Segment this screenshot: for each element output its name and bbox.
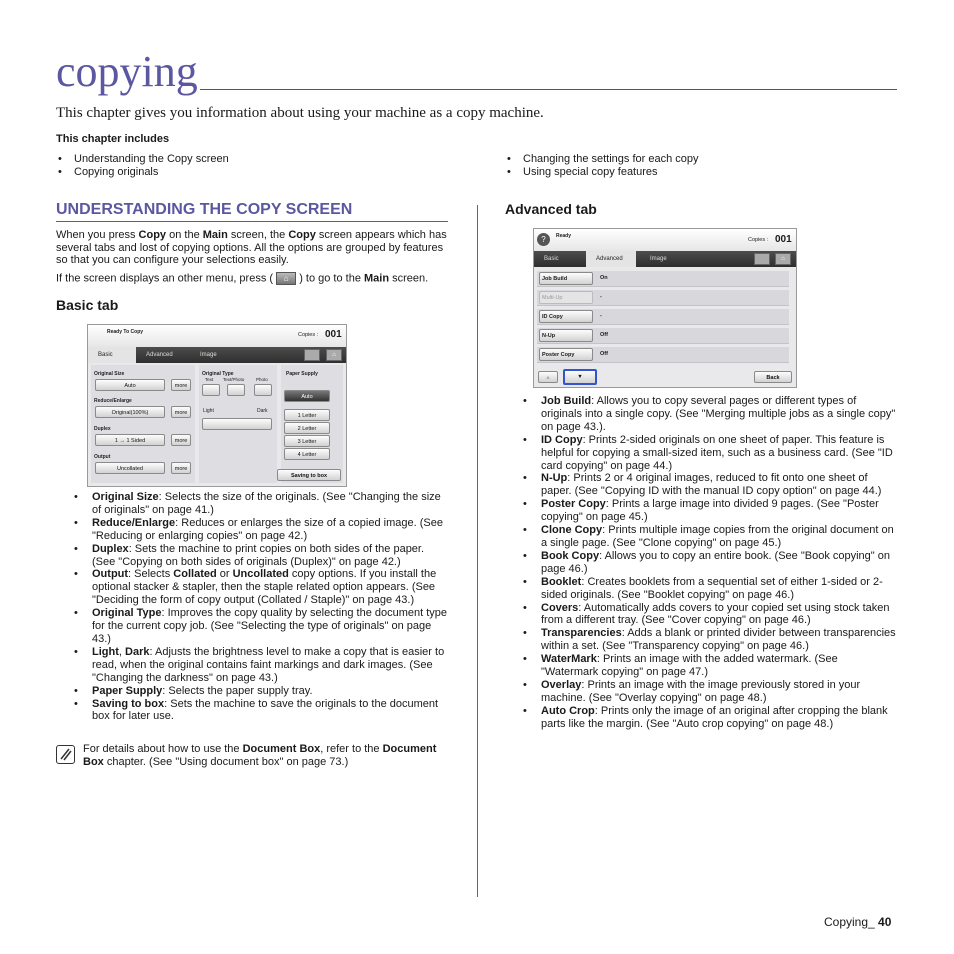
- title-rule: [200, 89, 897, 90]
- list-item: • Light, Dark: Adjusts the brightness level to make a copy that is easier to read, when the original contains faint markings and dark images. (See "Changing the darkness" on page 43.): [74, 646, 450, 685]
- list-item: • Original Type: Improves the copy quality by selecting the document type for the current copy job. (See "Selecting the type of originals" on page 43.): [74, 607, 450, 646]
- scan-icon[interactable]: [304, 349, 320, 361]
- screen-status-bar: [534, 229, 796, 251]
- textphoto-type-button[interactable]: [227, 384, 245, 396]
- original-size-selector[interactable]: Auto: [95, 379, 165, 391]
- chapter-includes-right: [505, 153, 699, 180]
- tab-image[interactable]: Image: [200, 352, 217, 358]
- original-type-text-option: Text: [205, 377, 214, 382]
- home-icon[interactable]: ⌂: [775, 253, 791, 265]
- list-item: • Copying originals: [56, 166, 229, 179]
- scan-icon[interactable]: [754, 253, 770, 265]
- duplex-selector[interactable]: 1 → 1 Sided: [95, 434, 165, 446]
- reduce-enlarge-more-button[interactable]: more: [171, 406, 191, 418]
- scroll-down-button[interactable]: ▼: [563, 369, 597, 385]
- tray-1-button[interactable]: 1 Letter: [284, 409, 330, 421]
- section-rule: [56, 221, 448, 222]
- advanced-tab-heading: Advanced tab: [505, 201, 597, 217]
- duplex-more-button[interactable]: more: [171, 434, 191, 446]
- original-size-more-button[interactable]: more: [171, 379, 191, 391]
- list-item: • Clone Copy: Prints multiple image copies from the original document on a single page. (See "Clone copying" on page 45.): [523, 524, 897, 550]
- reduce-enlarge-selector[interactable]: Original(100%): [95, 406, 165, 418]
- job-build-row[interactable]: Job Build On: [537, 271, 789, 287]
- note-text: For details about how to use the Document Box, refer to the Document Box chapter. (See "Using document box" on page 73.): [83, 743, 437, 768]
- tab-advanced[interactable]: Advanced: [146, 352, 173, 358]
- basic-middle-panel: [199, 365, 277, 483]
- list-item: • ID Copy: Prints 2-sided originals on one sheet of paper. This feature is helpful for copying a small-sized item, such as a business card. (See "ID card copying" on page 44.): [523, 434, 897, 473]
- note-icon: [56, 745, 75, 764]
- list-item: • Auto Crop: Prints only the image of an original after cropping the blank parts like the margin. (See "Auto crop copying" on page 48.): [523, 705, 897, 731]
- section-heading: UNDERSTANDING THE COPY SCREEN: [56, 201, 353, 218]
- list-item: • Overlay: Prints an image with the image previously stored in your machine. (See "Overlay copying" on page 48.): [523, 679, 897, 705]
- original-type-textphoto-option: Text/Photo: [223, 377, 245, 382]
- list-item: • Book Copy: Allows you to copy an entire book. (See "Book copying" on page 46.): [523, 550, 897, 576]
- list-item: • Paper Supply: Selects the paper supply tray.: [74, 685, 450, 698]
- n-up-row[interactable]: N-Up Off: [537, 328, 789, 344]
- paper-supply-panel: [281, 365, 343, 483]
- paper-auto-button[interactable]: Auto: [284, 390, 330, 402]
- status-text: Ready: [556, 233, 572, 239]
- list-item: • Saving to box: Sets the machine to save the originals to the document box for later use.: [74, 698, 450, 724]
- list-item: • Output: Selects Collated or Uncollated copy options. If you install the optional stacker & stapler, then the staple related option appears. (See "Deciding the form of copy output (Collated / Staple)" on page 43.): [74, 568, 450, 607]
- advanced-tab-bullets: [523, 395, 897, 731]
- original-type-label: Original Type: [202, 371, 234, 377]
- text-type-button[interactable]: [202, 384, 220, 396]
- photo-type-button[interactable]: [254, 384, 272, 396]
- output-label: Output: [94, 454, 111, 460]
- basic-tab-bullets: [74, 491, 450, 723]
- id-copy-row[interactable]: ID Copy -: [537, 309, 789, 325]
- basic-tab-heading: Basic tab: [56, 297, 119, 313]
- output-selector[interactable]: Uncollated: [95, 462, 165, 474]
- saving-to-box-button[interactable]: Saving to box: [277, 469, 341, 481]
- original-size-label: Original Size: [94, 371, 125, 377]
- poster-copy-row[interactable]: Poster Copy Off: [537, 347, 789, 363]
- list-item: • Changing the settings for each copy: [505, 153, 699, 166]
- list-item: • Duplex: Sets the machine to print copies on both sides of the paper. (See "Copying on both sides of originals (Duplex)" on page 42.): [74, 543, 450, 569]
- page-footer: Copying_ 40: [824, 915, 892, 929]
- chapter-title: copying: [56, 47, 198, 96]
- help-icon[interactable]: ?: [537, 233, 550, 246]
- screen-tabs: [88, 347, 346, 363]
- list-item: • N-Up: Prints 2 or 4 original images, reduced to fit onto one sheet of paper. (See "Copying ID with the manual ID copy option" on page 44.): [523, 472, 897, 498]
- home-icon[interactable]: ⌂: [326, 349, 342, 361]
- list-item: • Covers: Automatically adds covers to your copied set using stock taken from a different tray. (See "Cover copying" on page 46.): [523, 602, 897, 628]
- list-item: • Poster Copy: Prints a large image into divided 9 pages. (See "Poster copying" on page 45.): [523, 498, 897, 524]
- multi-up-row[interactable]: Multi-Up -: [537, 290, 789, 306]
- darkness-slider[interactable]: [202, 418, 272, 430]
- tray-2-button[interactable]: 2 Letter: [284, 422, 330, 434]
- tray-3-button[interactable]: 3 Letter: [284, 435, 330, 447]
- output-more-button[interactable]: more: [171, 462, 191, 474]
- list-item: • WaterMark: Prints an image with the added watermark. (See "Watermark copying" on page 47.): [523, 653, 897, 679]
- light-label: Light: [203, 408, 214, 414]
- column-divider: [477, 205, 478, 897]
- chapter-includes-heading: This chapter includes: [56, 133, 170, 145]
- basic-left-panel: [91, 365, 195, 483]
- screen-status-bar: [88, 325, 346, 347]
- list-item: • Using special copy features: [505, 166, 699, 179]
- home-icon: ⌂: [276, 272, 296, 285]
- list-item: • Reduce/Enlarge: Reduces or enlarges the size of a copied image. (See "Reducing or enlarging copies" on page 42.): [74, 517, 450, 543]
- copies-value: 001: [775, 234, 792, 245]
- tab-advanced[interactable]: Advanced: [586, 251, 636, 267]
- chapter-includes-left: [56, 153, 229, 180]
- paper-supply-label: Paper Supply: [286, 371, 318, 377]
- original-type-photo-option: Photo: [256, 377, 268, 382]
- tab-basic[interactable]: Basic: [544, 256, 559, 262]
- list-item: • Original Size: Selects the size of the originals. (See "Changing the size of originals" on page 41.): [74, 491, 450, 517]
- duplex-label: Duplex: [94, 426, 111, 432]
- tab-basic[interactable]: Basic: [88, 347, 136, 363]
- back-button[interactable]: Back: [754, 371, 792, 383]
- reduce-enlarge-label: Reduce/Enlarge: [94, 398, 132, 404]
- list-item: • Understanding the Copy screen: [56, 153, 229, 166]
- home-paragraph: If the screen displays an other menu, press ( ⌂ ) to go to the Main screen.: [56, 272, 429, 285]
- tray-4-button[interactable]: 4 Letter: [284, 448, 330, 460]
- copies-label: Copies :: [748, 237, 769, 243]
- list-item: • Transparencies: Adds a blank or printed divider between transparencies within a set. (See "Transparency copying" on page 46.): [523, 627, 897, 653]
- copies-label: Copies :: [298, 332, 319, 338]
- dark-label: Dark: [257, 408, 268, 414]
- section-paragraph: When you press Copy on the Main screen, the Copy screen appears which has several tabs and lost of copying options. All the options are grouped by features so that you can configure your selections easily.: [56, 229, 447, 266]
- list-item: • Job Build: Allows you to copy several pages or different types of originals into a single copy. (See "Merging multiple jobs as a single copy" on page 43.).: [523, 395, 897, 434]
- status-text: Ready To Copy: [107, 329, 144, 335]
- basic-tab-screen: [87, 324, 347, 487]
- tab-image[interactable]: Image: [650, 256, 667, 262]
- advanced-tab-screen: [533, 228, 797, 388]
- copies-value: 001: [325, 329, 342, 340]
- screen-tabs: [534, 251, 796, 267]
- chapter-intro: This chapter gives you information about using your machine as a copy machine.: [56, 105, 544, 121]
- list-item: • Booklet: Creates booklets from a sequential set of either 1-sided or 2-sided originals. (See "Booklet copying" on page 46.): [523, 576, 897, 602]
- scroll-up-button[interactable]: ▲: [538, 371, 558, 383]
